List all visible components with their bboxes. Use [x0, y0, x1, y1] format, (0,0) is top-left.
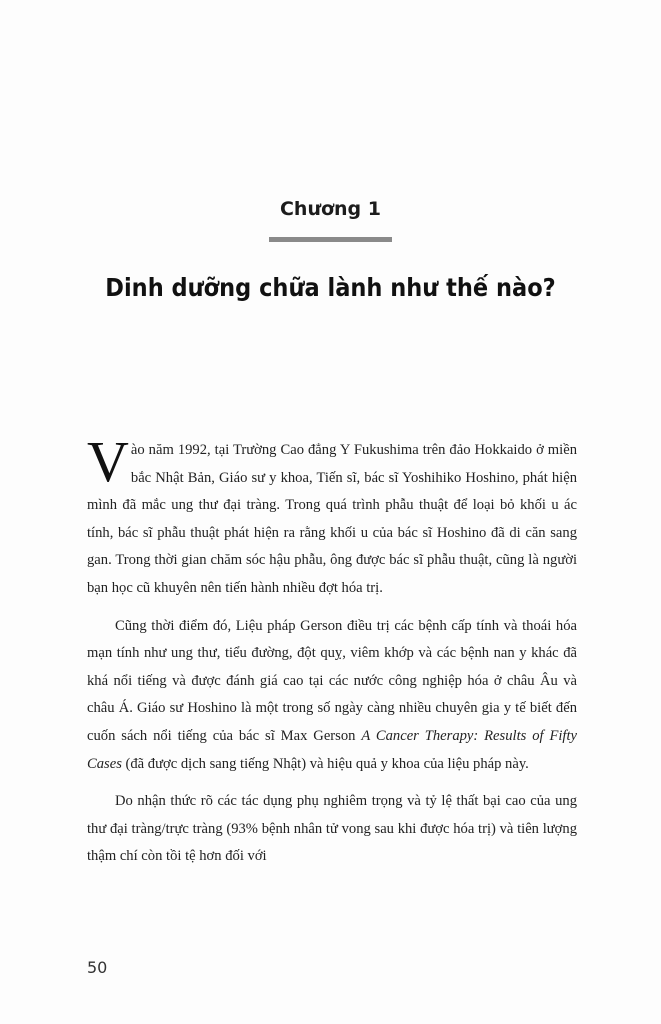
paragraph-2-text-before: Cũng thời điểm đó, Liệu pháp Gerson điều trị các bệnh cấp tính và thoái hóa mạn tính như ung thư, tiểu đường, đột quỵ, viêm khớp và các bệnh nan y khác đã khá nổi tiếng và được đánh giá cao tại các nước công nghiệp hóa ở châu Âu và châu Á. Giáo sư Hoshino là một trong số ngày càng nhiều chuyên gia y tế biết đến cuốn sách nổi tiếng của bác sĩ Max Gerson — [87, 617, 577, 744]
paragraph-3-text: Do nhận thức rõ các tác dụng phụ nghiêm trọng và tỷ lệ thất bại cao của ung thư đại tràng/trực tràng (93% bệnh nhân tử vong sau khi được hóa trị) và tiên lượng thậm chí còn tồi tệ hơn đối với — [87, 793, 577, 865]
page-number: 50 — [87, 958, 108, 977]
paragraph-1 — [87, 429, 577, 603]
paragraph-2 — [87, 613, 577, 779]
chapter-title: Dinh dưỡng chữa lành như thế nào? — [105, 273, 556, 302]
chapter-label: Chương 1 — [279, 198, 381, 220]
chapter-divider — [269, 237, 392, 242]
book-title: A Cancer Therapy: Results of Fifty Cases — [87, 727, 578, 772]
paragraph-3 — [87, 788, 577, 871]
paragraph-1-text: ào năm 1992, tại Trường Cao đẳng Y Fukushima trên đảo Hokkaido ở miền bắc Nhật Bản, Giáo sư y khoa, Tiến sĩ, bác sĩ Yoshihiko Hoshino, phát hiện mình đã mắc ung thư đại tràng. Trong quá trình phẫu thuật để loại bỏ khối u ác tính, bác sĩ phẫu thuật phát hiện ra rằng khối u của bác sĩ Hoshino đã di căn sang gan. Trong thời gian chăm sóc hậu phẫu, ông được bác sĩ phẫu thuật, cũng là người bạn học cũ khuyên nên tiến hành nhiều đợt hóa trị. — [87, 442, 577, 596]
paragraph-2-text-after: (đã được dịch sang tiếng Nhật) và hiệu quả y khoa của liệu pháp này. — [121, 755, 529, 772]
body-text — [87, 429, 578, 871]
drop-cap: V — [87, 429, 129, 494]
